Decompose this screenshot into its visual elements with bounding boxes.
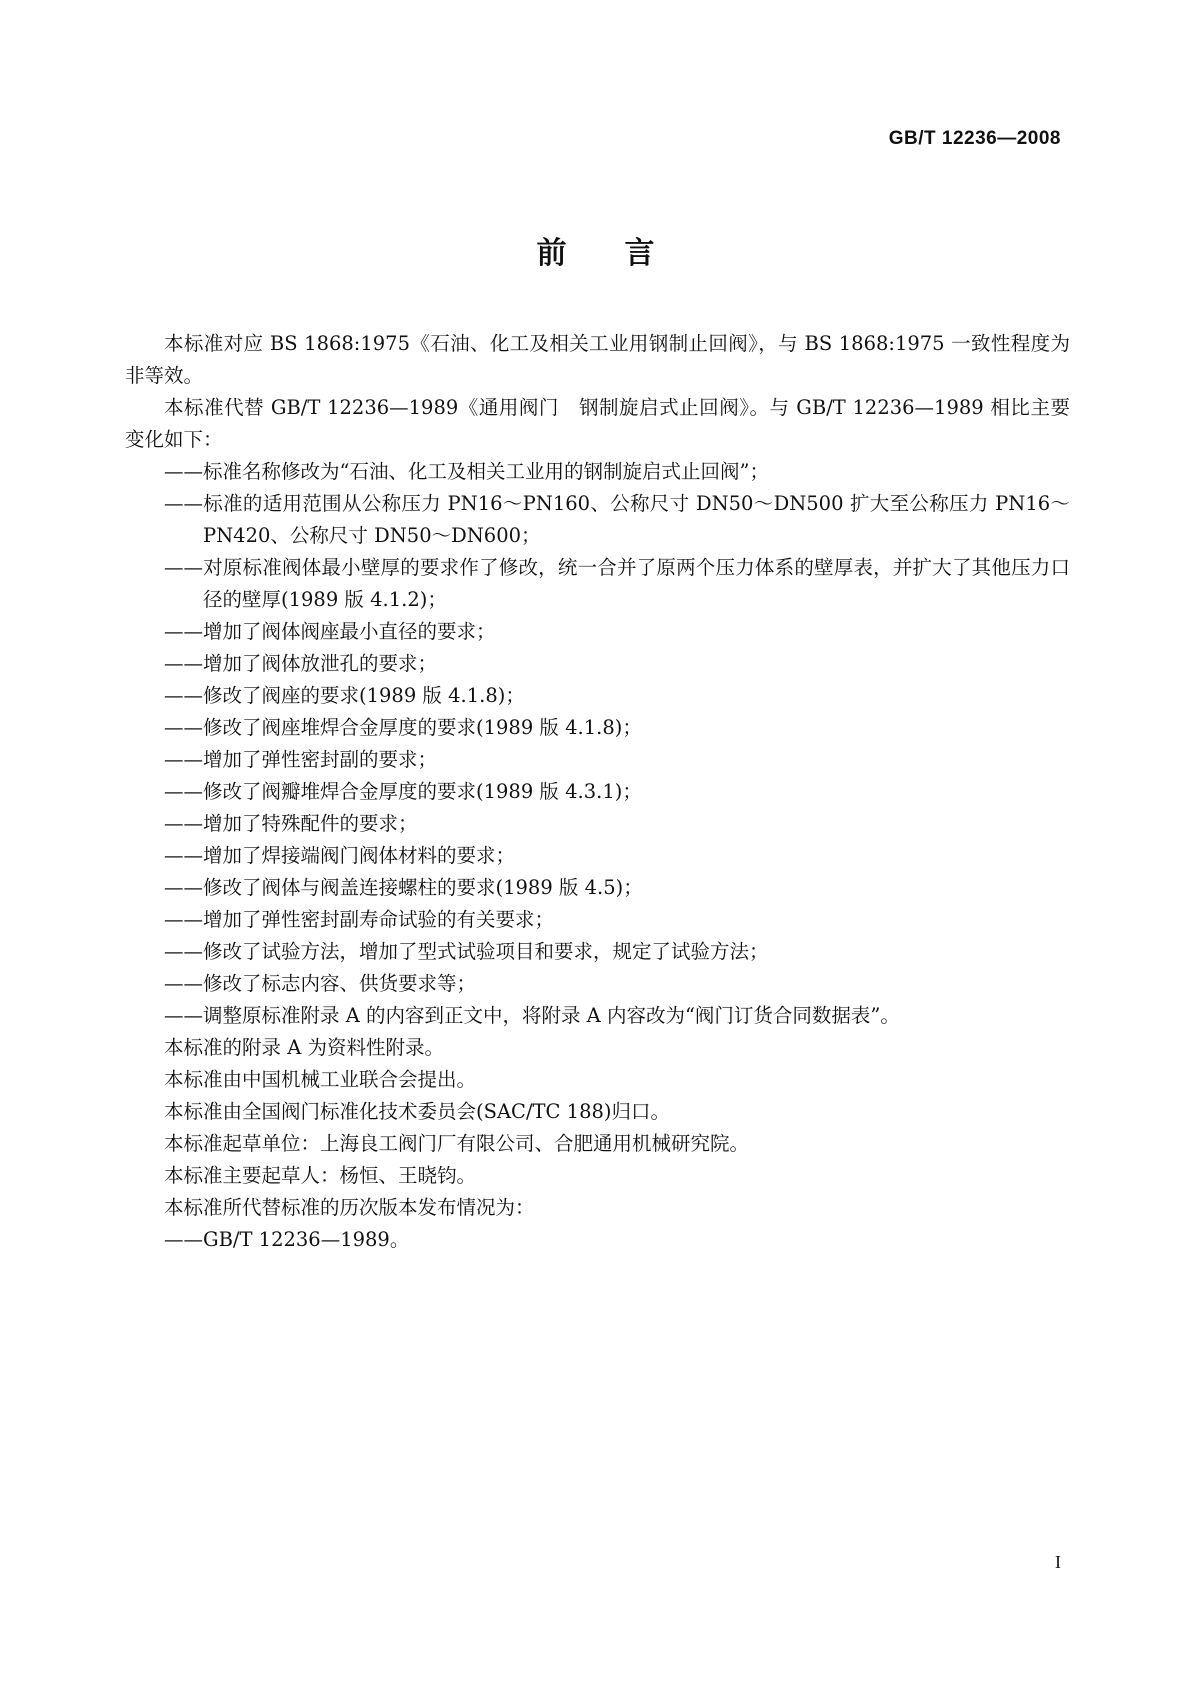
paragraph-replacement: 本标准代替 GB/T 12236—1989《通用阀门 钢制旋启式止回阀》。与 GB/T 12236—1989 相比主要变化如下： (125, 396, 1070, 451)
foreword-body (125, 328, 1070, 1256)
standard-number: GB/T 12236—2008 (888, 128, 1061, 149)
change-item: ——修改了阀座的要求(1989 版 4.1.8)； (164, 684, 525, 707)
change-item: ——修改了试验方法，增加了型式试验项目和要求，规定了试验方法； (164, 940, 769, 963)
page-title: 前言 (536, 236, 713, 271)
change-item: ——对原标准阀体最小壁厚的要求作了修改，统一合并了原两个压力体系的壁厚表，并扩大了其他压力口径的壁厚(1989 版 4.1.2)； (164, 556, 1070, 611)
paragraph-proposer: 本标准由中国机械工业联合会提出。 (164, 1068, 477, 1091)
paragraph-annex: 本标准的附录 A 为资料性附录。 (164, 1036, 444, 1059)
change-item: ——增加了弹性密封副的要求； (164, 748, 438, 771)
change-item: ——增加了特殊配件的要求； (164, 812, 418, 835)
change-item: ——增加了焊接端阀门阀体材料的要求； (164, 844, 516, 867)
change-item: ——修改了阀体与阀盖连接螺柱的要求(1989 版 4.5)； (164, 876, 643, 899)
change-item: ——增加了阀体放泄孔的要求； (164, 652, 438, 675)
change-item: ——修改了阀瓣堆焊合金厚度的要求(1989 版 4.3.1)； (164, 780, 642, 803)
paragraph-committee: 本标准由全国阀门标准化技术委员会(SAC/TC 188)归口。 (164, 1100, 670, 1123)
change-item: ——修改了阀座堆焊合金厚度的要求(1989 版 4.1.8)； (164, 716, 642, 739)
previous-version-item: ——GB/T 12236—1989。 (164, 1228, 410, 1251)
paragraph-drafting-units: 本标准起草单位：上海良工阀门厂有限公司、合肥通用机械研究院。 (164, 1132, 750, 1155)
change-item: ——修改了标志内容、供货要求等； (164, 972, 477, 995)
paragraph-correspondence: 本标准对应 BS 1868:1975《石油、化工及相关工业用钢制止回阀》，与 BS 1868:1975 一致性程度为非等效。 (125, 332, 1070, 387)
paragraph-drafters: 本标准主要起草人：杨恒、王晓钧。 (164, 1164, 477, 1187)
change-item: ——增加了弹性密封副寿命试验的有关要求； (164, 908, 555, 931)
change-item: ——标准名称修改为“石油、化工及相关工业用的钢制旋启式止回阀”； (164, 460, 769, 483)
change-item: ——增加了阀体阀座最小直径的要求； (164, 620, 496, 643)
paragraph-version-history: 本标准所代替标准的历次版本发布情况为： (164, 1196, 535, 1219)
change-item: ——标准的适用范围从公称压力 PN16～PN160、公称尺寸 DN50～DN500 扩大至公称压力 PN16～PN420、公称尺寸 DN50～DN600； (164, 492, 1070, 547)
change-item: ——调整原标准附录 A 的内容到正文中，将附录 A 内容改为“阀门订货合同数据表”。 (164, 1004, 900, 1027)
page-number: I (1055, 1552, 1061, 1572)
